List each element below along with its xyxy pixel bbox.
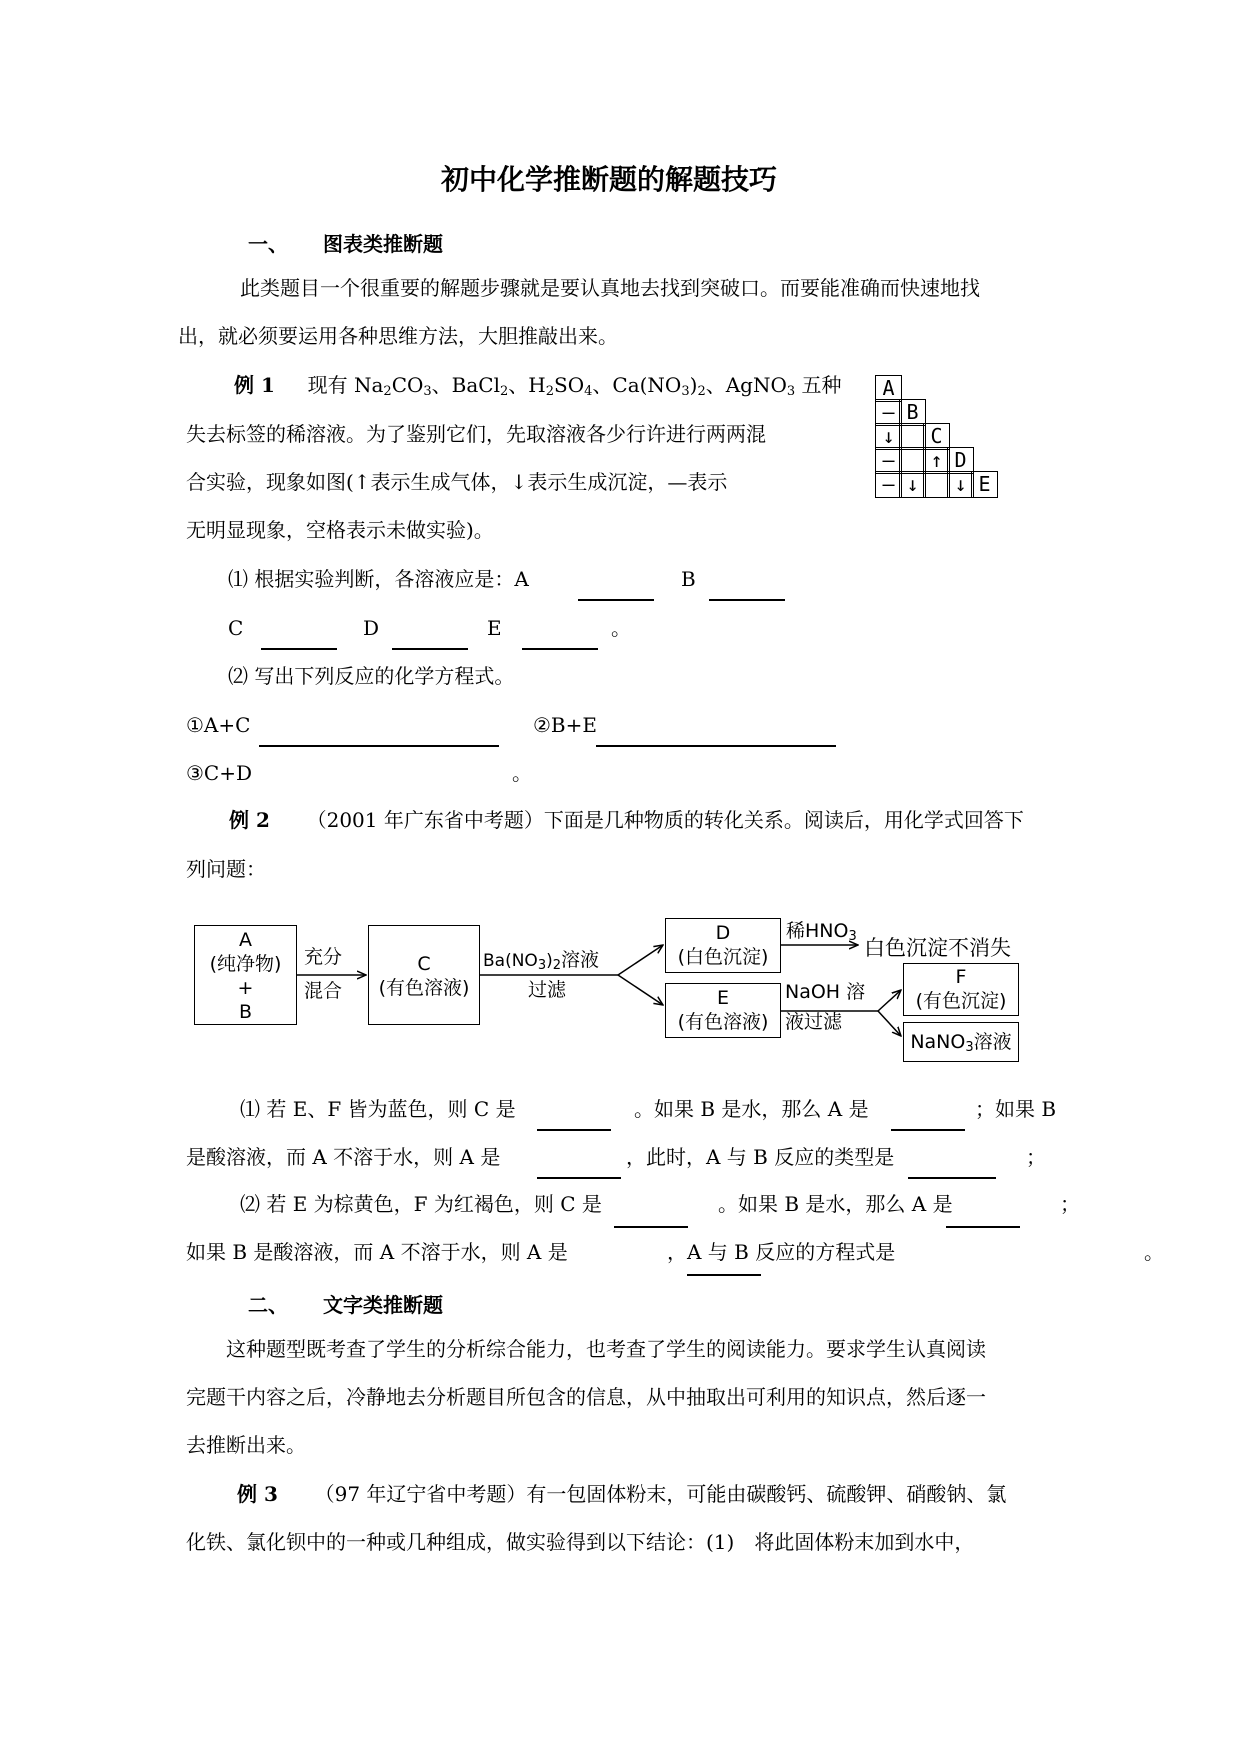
grid-cell-r4-c0: — — [875, 471, 902, 498]
intro-1-line-2: 出，就必须要运用各种思维方法，大胆推敲出来。 — [178, 324, 618, 348]
example-2-label: 例 2 — [229, 808, 270, 832]
label-c: C — [228, 616, 244, 640]
intro-2-line-3: 去推断出来。 — [186, 1433, 306, 1457]
example-2-q2-part-d: 如果 B 是酸溶液，而 A 不溶于水，则 A 是 — [186, 1240, 568, 1264]
grid-cell-r4-c1: ↓ — [899, 471, 926, 498]
example-2-q2-part-b: 。如果 B 是水，那么 A 是 — [718, 1192, 953, 1216]
label-d: D — [363, 616, 380, 640]
grid-cell-r0-c0: A — [875, 375, 902, 402]
label-b: B — [681, 567, 696, 591]
substance-formula: $H_2SO_4$、 — [528, 373, 613, 399]
example-2-q1-part-c: ；如果 B — [975, 1097, 1057, 1121]
grid-cell-r2-c0: ↓ — [875, 423, 902, 450]
intro-2-line-1: 这种题型既考查了学生的分析综合能力，也考查了学生的阅读能力。要求学生认真阅读 — [226, 1337, 986, 1361]
intro-2-line-2: 完题干内容之后，冷静地去分析题目所包含的信息，从中抽取出可利用的知识点，然后逐一 — [186, 1385, 986, 1409]
box-b-label: B — [238, 1001, 253, 1023]
ex2-q2-blank-c[interactable] — [614, 1226, 688, 1228]
section-2-number: 二、 — [248, 1293, 288, 1317]
grid-cell-r3-c0: — — [875, 447, 902, 474]
substance-formula: $Na_2CO_3$、 — [353, 373, 452, 399]
example-1-intro: 现有 — [307, 373, 354, 397]
example-2-line-2: 列问题： — [186, 857, 266, 881]
example-1-question-1: ⑴ 根据实验判断，各溶液应是：A — [228, 567, 529, 591]
arrow-to-d — [618, 945, 663, 975]
grid-cell-r1-c0: — — [875, 399, 902, 426]
example-3-intro: （97 年辽宁省中考题）有一包固体粉末，可能由碳酸钙、硫酸钾、硝酸钠、氯 — [314, 1482, 1007, 1506]
box-e-label: E — [716, 987, 729, 1009]
example-1-label: 例 1 — [234, 373, 275, 397]
arrow-to-nano3 — [878, 1011, 901, 1036]
box-a-desc: (纯净物) — [209, 953, 282, 975]
example-2-intro: （2001 年广东省中考题）下面是几种物质的转化关系。阅读后，用化学式回答下 — [306, 808, 1024, 832]
example-2-q2-part-c: ； — [1060, 1192, 1080, 1216]
ex2-q1-blank-a-acid[interactable] — [537, 1177, 621, 1179]
label-e: E — [487, 616, 502, 640]
example-3-line-1 — [237, 1482, 1006, 1506]
example-2-q1-part-e: ，此时，A 与 B 反应的类型是 — [626, 1145, 895, 1169]
dilute-hno3-label: 稀$HNO_3$ — [786, 920, 857, 944]
equation-3-end: 。 — [512, 761, 532, 785]
example-1-line-2: 失去标签的稀溶液。为了鉴别它们，先取溶液各少行许进行两两混 — [186, 422, 766, 446]
filter-label: 过滤 — [528, 979, 567, 1001]
example-1-line-3: 合实验，现象如图(↑表示生成气体，↓表示生成沉淀，—表示 — [186, 470, 728, 494]
box-a-label: A — [239, 929, 252, 951]
example-3-label: 例 3 — [237, 1482, 278, 1506]
arrow-to-f — [878, 990, 901, 1011]
reagent-ba-no3-2: $Ba(NO_3)_2$溶液 — [483, 949, 600, 973]
ex2-q1-blank-a-water[interactable] — [891, 1129, 965, 1131]
ex2-q2-blank-a-acid[interactable] — [687, 1274, 761, 1276]
example-2-q1-part-a: ⑴ 若 E、F 皆为蓝色，则 C 是 — [240, 1097, 516, 1121]
arrow-1-top-label: 充分 — [304, 946, 343, 968]
grid-cell-r3-c2: ↑ — [923, 447, 950, 474]
intro-1-line-1: 此类题目一个很重要的解题步骤就是要认真地去找到突破口。而要能准确而快速地找 — [240, 276, 980, 300]
arrow-to-e — [618, 975, 663, 1005]
box-c-label: C — [417, 953, 431, 975]
example-1-line-4: 无明显现象，空格表示未做实验)。 — [186, 518, 494, 542]
example-2-q1-part-f: ； — [1026, 1145, 1046, 1169]
substance-formula: $Ca(NO_3)_2$、 — [612, 373, 726, 399]
example-3-line-2: 化铁、氯化钡中的一种或几种组成，做实验得到以下结论：(1) 将此固体粉末加到水中， — [186, 1530, 975, 1554]
ex2-q1-blank-reaction-type[interactable] — [908, 1177, 996, 1179]
example-2-q2-part-f: 。 — [1144, 1240, 1164, 1264]
box-f-label: F — [955, 966, 967, 988]
box-e-desc: (有色溶液) — [677, 1011, 769, 1033]
grid-cell-r1-c1: B — [899, 399, 926, 426]
equation-2-label: ②B+E — [533, 713, 597, 737]
box-d-label: D — [715, 922, 731, 944]
example-2-q1-part-b: 。如果 B 是水，那么 A 是 — [634, 1097, 869, 1121]
page-title: 初中化学推断题的解题技巧 — [441, 163, 778, 196]
box-a-plus: + — [237, 977, 254, 999]
example-2-q1-part-d: 是酸溶液，而 A 不溶于水，则 A 是 — [186, 1145, 501, 1169]
equation-3-label: ③C+D — [186, 761, 253, 785]
grid-cell-r3-c3: D — [947, 447, 974, 474]
question-1-end: 。 — [611, 616, 631, 640]
grid-cell-r2-c2: C — [923, 423, 950, 450]
box-f-desc: (有色沉淀) — [915, 990, 1007, 1012]
naoh-label-1: NaOH 溶 — [785, 981, 866, 1003]
example-1-question-2: ⑵ 写出下列反应的化学方程式。 — [228, 664, 515, 688]
naoh-label-2: 液过滤 — [785, 1011, 843, 1033]
example-2-q2-part-e: ，A 与 B 反应的方程式是 — [667, 1240, 896, 1264]
substance-formula: AgNO$_3$ 五种 — [725, 373, 842, 399]
section-2-heading: 文字类推断题 — [323, 1293, 443, 1317]
example-2-q2-part-a: ⑵ 若 E 为棕黄色，F 为红褐色，则 C 是 — [240, 1192, 602, 1216]
ex2-q2-blank-a-water[interactable] — [946, 1226, 1020, 1228]
box-c-desc: (有色溶液) — [378, 977, 470, 999]
box-d-desc: (白色沉淀) — [677, 946, 769, 968]
result-d-label: 白色沉淀不消失 — [864, 936, 1011, 960]
grid-cell-r4-c4: E — [971, 471, 998, 498]
grid-cell-r4-c3: ↓ — [947, 471, 974, 498]
arrow-1-bottom-label: 混合 — [304, 980, 343, 1002]
ex2-q1-blank-c[interactable] — [537, 1129, 611, 1131]
section-1-number: 一、 — [248, 232, 288, 256]
box-nano3: NaNO$_3$溶液 — [903, 1022, 1019, 1062]
substance-formula: BaCl$_2$、 — [451, 373, 529, 399]
section-1-heading: 图表类推断题 — [323, 232, 443, 256]
equation-1-label: ①A+C — [186, 713, 251, 737]
